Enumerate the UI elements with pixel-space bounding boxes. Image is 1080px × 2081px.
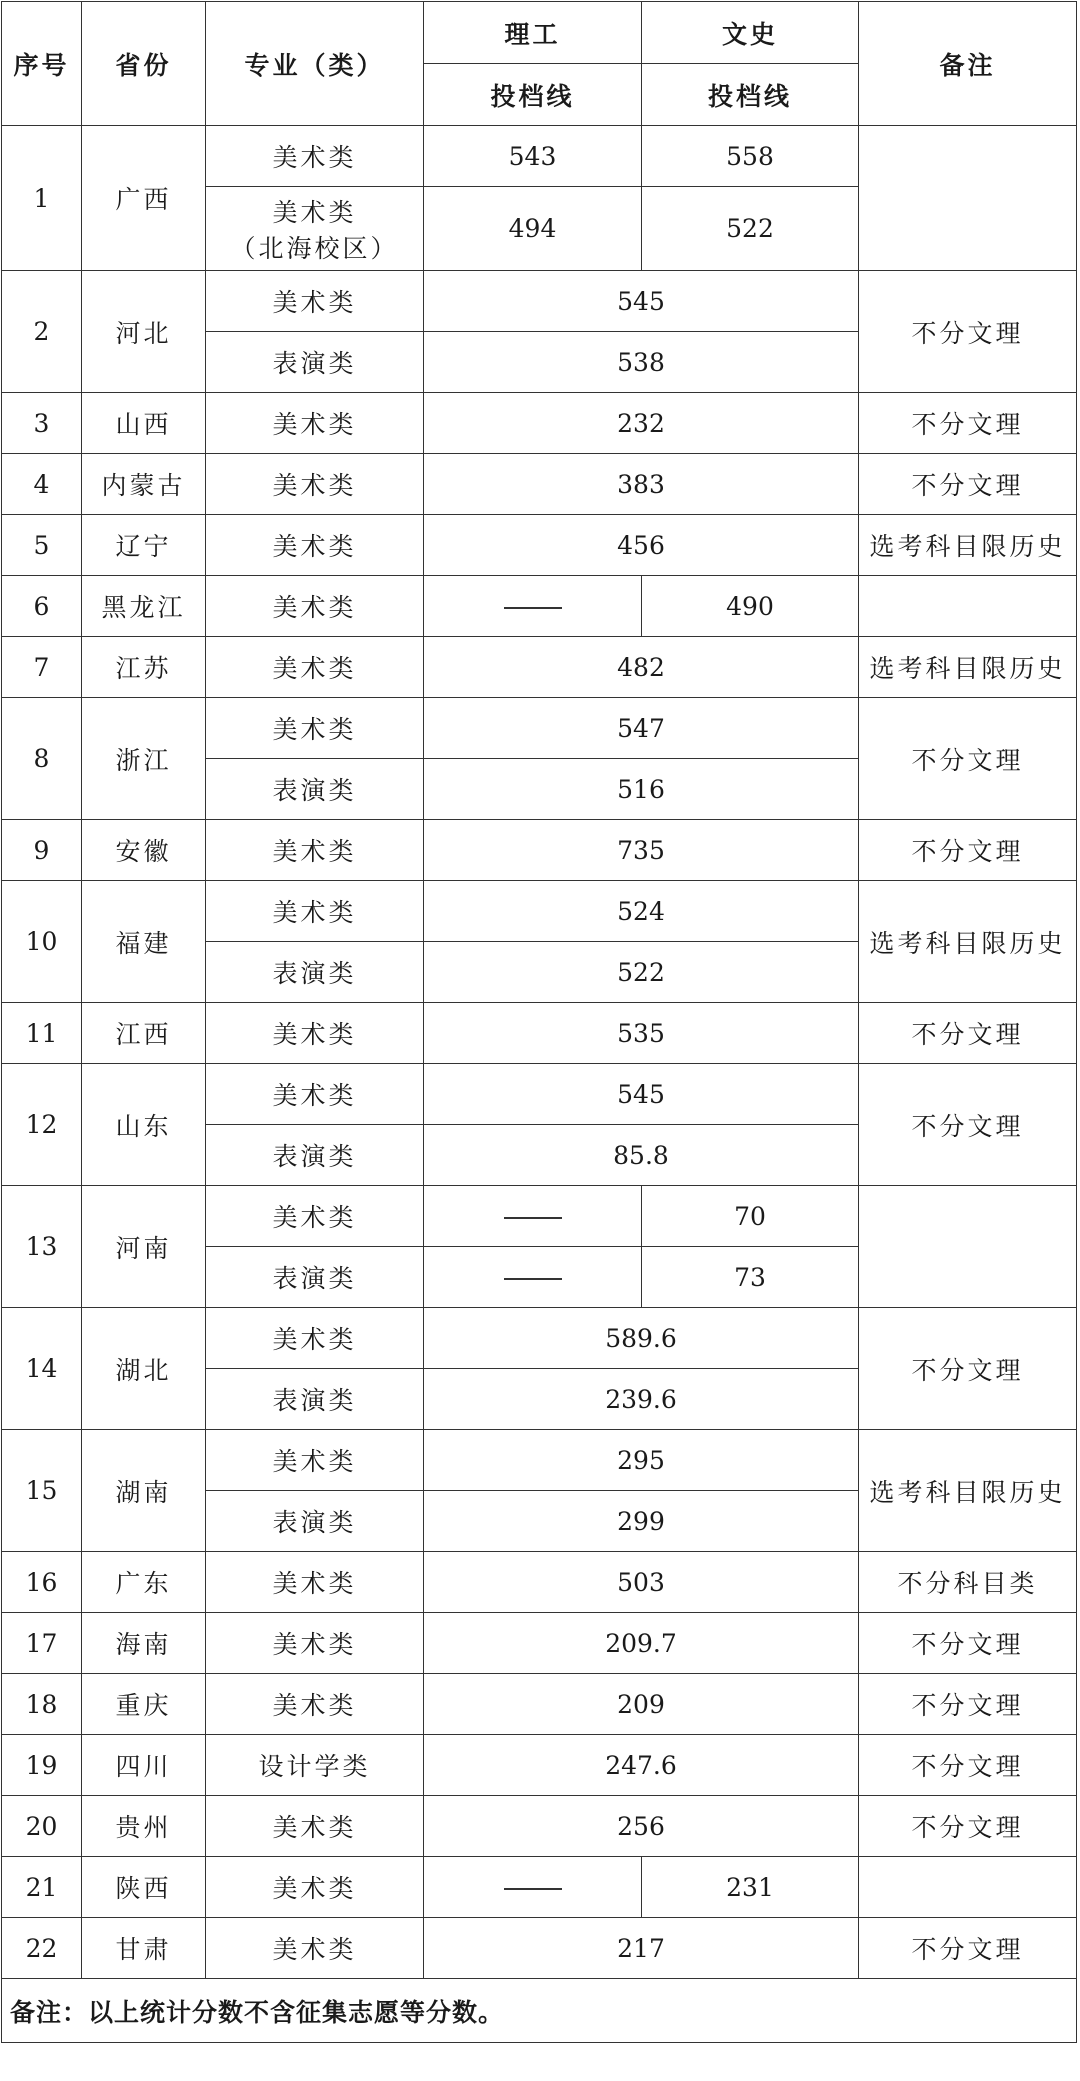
score-arts: 558 — [642, 126, 859, 187]
header-science-sub: 投档线 — [424, 64, 642, 126]
row-index: 1 — [2, 126, 82, 271]
row-province: 海南 — [82, 1613, 206, 1674]
row-remark: 不分文理 — [859, 1003, 1077, 1064]
row-major: 表演类 — [206, 942, 424, 1003]
table-row — [2, 1613, 1077, 1674]
score-combined: 239.6 — [424, 1369, 859, 1430]
score-combined: 538 — [424, 332, 859, 393]
score-combined: 535 — [424, 1003, 859, 1064]
table-row — [2, 1430, 1077, 1491]
row-province: 山东 — [82, 1064, 206, 1186]
table-row — [2, 393, 1077, 454]
score-combined: 209 — [424, 1674, 859, 1735]
row-major: 表演类 — [206, 1369, 424, 1430]
row-index: 22 — [2, 1918, 82, 1979]
row-remark — [859, 1186, 1077, 1308]
row-index: 5 — [2, 515, 82, 576]
score-combined: 456 — [424, 515, 859, 576]
row-major: 美术类 — [206, 1613, 424, 1674]
table-row — [2, 1003, 1077, 1064]
row-index: 13 — [2, 1186, 82, 1308]
score-combined: 545 — [424, 271, 859, 332]
row-province: 安徽 — [82, 820, 206, 881]
row-province: 江西 — [82, 1003, 206, 1064]
row-major: 美术类 — [206, 820, 424, 881]
table-row — [2, 126, 1077, 187]
row-province: 辽宁 — [82, 515, 206, 576]
row-province: 贵州 — [82, 1796, 206, 1857]
row-province: 福建 — [82, 881, 206, 1003]
score-combined: 516 — [424, 759, 859, 820]
score-science — [424, 1857, 642, 1918]
score-arts: 70 — [642, 1186, 859, 1247]
table-row — [2, 1857, 1077, 1918]
row-major: 美术类 — [206, 126, 424, 187]
score-arts: 231 — [642, 1857, 859, 1918]
row-remark: 不分文理 — [859, 393, 1077, 454]
row-remark: 选考科目限历史 — [859, 881, 1077, 1003]
row-remark: 不分文理 — [859, 1613, 1077, 1674]
row-remark: 不分文理 — [859, 698, 1077, 820]
row-province: 广东 — [82, 1552, 206, 1613]
header-remark: 备注 — [859, 2, 1077, 126]
dash-mark — [504, 1278, 562, 1280]
major-line: 美术类 — [272, 197, 357, 227]
score-combined: 503 — [424, 1552, 859, 1613]
table-row — [2, 1918, 1077, 1979]
score-combined: 482 — [424, 637, 859, 698]
row-major: 美术类 — [206, 698, 424, 759]
row-major: 表演类 — [206, 759, 424, 820]
dash-mark — [504, 1888, 562, 1890]
table-row — [2, 637, 1077, 698]
score-arts: 490 — [642, 576, 859, 637]
row-major: 美术类 — [206, 393, 424, 454]
row-province: 内蒙古 — [82, 454, 206, 515]
row-index: 10 — [2, 881, 82, 1003]
table-row — [2, 1308, 1077, 1369]
row-major: 美术类 — [206, 637, 424, 698]
row-major — [206, 187, 424, 271]
score-science: 543 — [424, 126, 642, 187]
score-combined: 589.6 — [424, 1308, 859, 1369]
table-row — [2, 576, 1077, 637]
score-combined: 217 — [424, 1918, 859, 1979]
row-major: 美术类 — [206, 576, 424, 637]
row-province: 甘肃 — [82, 1918, 206, 1979]
row-index: 17 — [2, 1613, 82, 1674]
score-combined: 85.8 — [424, 1125, 859, 1186]
row-remark: 不分文理 — [859, 1308, 1077, 1430]
row-major: 美术类 — [206, 1918, 424, 1979]
table-row — [2, 698, 1077, 759]
score-combined: 545 — [424, 1064, 859, 1125]
row-major: 美术类 — [206, 1186, 424, 1247]
row-remark — [859, 126, 1077, 271]
score-combined: 524 — [424, 881, 859, 942]
row-major: 表演类 — [206, 1491, 424, 1552]
table-row — [2, 454, 1077, 515]
score-combined: 383 — [424, 454, 859, 515]
row-major: 美术类 — [206, 1674, 424, 1735]
row-remark: 不分文理 — [859, 1735, 1077, 1796]
row-province: 河北 — [82, 271, 206, 393]
row-remark: 选考科目限历史 — [859, 515, 1077, 576]
row-remark: 不分文理 — [859, 454, 1077, 515]
row-index: 15 — [2, 1430, 82, 1552]
header-science: 理工 — [424, 2, 642, 64]
table-row — [2, 820, 1077, 881]
row-major: 美术类 — [206, 1430, 424, 1491]
row-remark: 不分文理 — [859, 1796, 1077, 1857]
score-science: 494 — [424, 187, 642, 271]
score-science — [424, 1247, 642, 1308]
major-line: （北海校区） — [230, 233, 399, 263]
row-province: 山西 — [82, 393, 206, 454]
admission-score-table — [1, 1, 1077, 2043]
row-remark — [859, 576, 1077, 637]
row-major: 表演类 — [206, 1125, 424, 1186]
row-province: 湖南 — [82, 1430, 206, 1552]
row-major: 美术类 — [206, 1857, 424, 1918]
dash-mark — [504, 1217, 562, 1219]
score-combined: 295 — [424, 1430, 859, 1491]
score-combined: 247.6 — [424, 1735, 859, 1796]
row-province: 重庆 — [82, 1674, 206, 1735]
score-combined: 209.7 — [424, 1613, 859, 1674]
header-major: 专业（类） — [206, 2, 424, 126]
row-province: 四川 — [82, 1735, 206, 1796]
row-index: 2 — [2, 271, 82, 393]
row-index: 6 — [2, 576, 82, 637]
header-province: 省份 — [82, 2, 206, 126]
row-remark: 不分文理 — [859, 1918, 1077, 1979]
row-province: 河南 — [82, 1186, 206, 1308]
row-major: 美术类 — [206, 454, 424, 515]
row-index: 14 — [2, 1308, 82, 1430]
row-remark: 不分文理 — [859, 271, 1077, 393]
row-index: 12 — [2, 1064, 82, 1186]
row-remark: 不分文理 — [859, 1674, 1077, 1735]
header-index: 序号 — [2, 2, 82, 126]
row-major: 表演类 — [206, 1247, 424, 1308]
footnote: 备注：以上统计分数不含征集志愿等分数。 — [2, 1979, 1077, 2043]
row-major: 美术类 — [206, 1796, 424, 1857]
row-province: 江苏 — [82, 637, 206, 698]
row-index: 18 — [2, 1674, 82, 1735]
row-remark: 不分文理 — [859, 820, 1077, 881]
row-major: 美术类 — [206, 1064, 424, 1125]
score-combined: 299 — [424, 1491, 859, 1552]
table-row — [2, 1796, 1077, 1857]
row-index: 3 — [2, 393, 82, 454]
row-remark: 选考科目限历史 — [859, 637, 1077, 698]
table-row — [2, 881, 1077, 942]
row-major: 表演类 — [206, 332, 424, 393]
row-province: 湖北 — [82, 1308, 206, 1430]
row-major: 设计学类 — [206, 1735, 424, 1796]
row-index: 16 — [2, 1552, 82, 1613]
row-index: 8 — [2, 698, 82, 820]
row-index: 9 — [2, 820, 82, 881]
header-arts: 文史 — [642, 2, 859, 64]
score-arts: 522 — [642, 187, 859, 271]
row-remark: 选考科目限历史 — [859, 1430, 1077, 1552]
row-major: 美术类 — [206, 881, 424, 942]
row-province: 广西 — [82, 126, 206, 271]
row-index: 20 — [2, 1796, 82, 1857]
score-combined: 256 — [424, 1796, 859, 1857]
row-major: 美术类 — [206, 1552, 424, 1613]
row-province: 黑龙江 — [82, 576, 206, 637]
score-science — [424, 1186, 642, 1247]
row-index: 7 — [2, 637, 82, 698]
table-row — [2, 1186, 1077, 1247]
row-major: 美术类 — [206, 271, 424, 332]
dash-mark — [504, 607, 562, 609]
table-row — [2, 1735, 1077, 1796]
table-row — [2, 1552, 1077, 1613]
score-science — [424, 576, 642, 637]
score-arts: 73 — [642, 1247, 859, 1308]
row-major: 美术类 — [206, 1308, 424, 1369]
row-index: 21 — [2, 1857, 82, 1918]
row-index: 4 — [2, 454, 82, 515]
score-combined: 522 — [424, 942, 859, 1003]
row-major: 美术类 — [206, 1003, 424, 1064]
row-remark: 不分文理 — [859, 1064, 1077, 1186]
score-combined: 547 — [424, 698, 859, 759]
score-combined: 232 — [424, 393, 859, 454]
header-arts-sub: 投档线 — [642, 64, 859, 126]
score-combined: 735 — [424, 820, 859, 881]
table-row — [2, 515, 1077, 576]
row-province: 浙江 — [82, 698, 206, 820]
row-index: 11 — [2, 1003, 82, 1064]
row-index: 19 — [2, 1735, 82, 1796]
table-row — [2, 1064, 1077, 1125]
row-major: 美术类 — [206, 515, 424, 576]
row-remark — [859, 1857, 1077, 1918]
row-province: 陕西 — [82, 1857, 206, 1918]
table-row — [2, 271, 1077, 332]
table-row — [2, 1674, 1077, 1735]
row-remark: 不分科目类 — [859, 1552, 1077, 1613]
